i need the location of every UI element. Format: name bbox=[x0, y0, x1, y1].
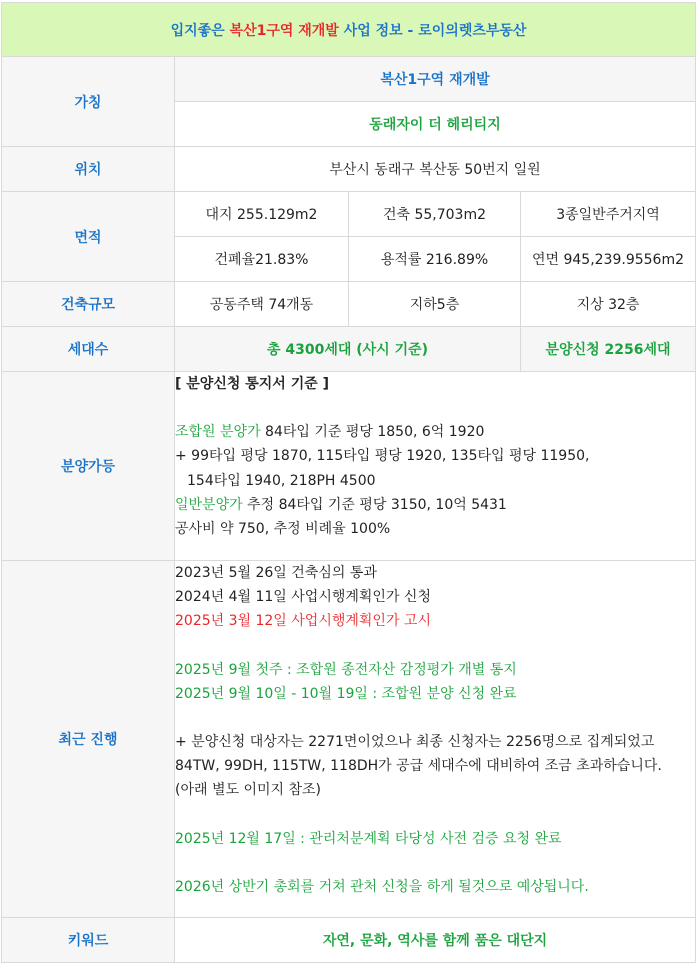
label-households: 세대수 bbox=[2, 327, 175, 372]
price-heading: [ 분양신청 통지서 기준 ] bbox=[175, 376, 330, 392]
scale-floors: 지상 32층 bbox=[521, 282, 696, 327]
progress-line-8: (아래 별도 이미지 참조) bbox=[175, 782, 321, 799]
label-keyword: 키워드 bbox=[2, 918, 175, 963]
progress-line-7: 84TW, 99DH, 115TW, 118DH가 공급 세대수에 대비하여 조금 초과하습니다. bbox=[175, 758, 662, 775]
area-land: 대지 255.129m2 bbox=[175, 192, 349, 237]
location-value: 부산시 동래구 복산동 50번지 일원 bbox=[175, 147, 696, 192]
price-member-line bbox=[175, 420, 695, 444]
progress-details bbox=[175, 561, 696, 918]
title-suffix: 사업 정보 - 로이의렛츠부동산 bbox=[338, 22, 527, 39]
label-tentative-name: 가칭 bbox=[2, 57, 175, 147]
area-zone: 3종일반주거지역 bbox=[521, 192, 696, 237]
price-line-2: + 99타입 평당 1870, 115타입 평당 1920, 135타입 평당 11950, bbox=[175, 448, 590, 465]
price-line-3: 154타입 1940, 218PH 4500 bbox=[187, 472, 376, 489]
general-price-text: 추정 84타입 기준 평당 3150, 10억 5431 bbox=[242, 496, 507, 513]
scale-basement: 지하5층 bbox=[349, 282, 521, 327]
tentative-name-1: 복산1구역 재개발 bbox=[175, 57, 696, 102]
keyword-value: 자연, 문화, 역사를 함께 품은 대단지 bbox=[175, 918, 696, 963]
label-progress: 최근 진행 bbox=[2, 561, 175, 918]
table-title bbox=[2, 3, 696, 57]
area-far: 용적률 216.89% bbox=[349, 237, 521, 282]
progress-line-5: 2025년 9월 10일 - 10월 19일 : 조합원 분양 신청 완료 bbox=[175, 685, 517, 702]
progress-line-4: 2025년 9월 첫주 : 조합원 종전자산 감정평가 개별 통지 bbox=[175, 661, 517, 678]
member-price-label: 조합원 분양가 bbox=[175, 424, 261, 441]
label-scale: 건축규모 bbox=[2, 282, 175, 327]
tentative-name-2: 동래자이 더 헤리티지 bbox=[175, 102, 696, 147]
households-total: 총 4300세대 (사시 기준) bbox=[175, 327, 521, 372]
progress-line-1: 2023년 5월 26일 건축심의 통과 bbox=[175, 565, 377, 581]
scale-buildings: 공동주택 74개동 bbox=[175, 282, 349, 327]
progress-line-6: + 분양신청 대상자는 2271면이었으나 최종 신청자는 2256명으로 집계되었고 bbox=[175, 734, 655, 751]
price-line-5: 공사비 약 750, 추정 비례율 100% bbox=[175, 521, 391, 538]
title-highlight: 복산1구역 재개발 bbox=[229, 22, 339, 39]
progress-line-3: 2025년 3월 12일 사업시행계획인가 고시 bbox=[175, 613, 431, 630]
member-price-text: 84타입 기준 평당 1850, 6억 1920 bbox=[260, 424, 485, 441]
project-info-table bbox=[1, 2, 696, 963]
households-applied: 분양신청 2256세대 bbox=[521, 327, 696, 372]
progress-line-9: 2025년 12월 17일 : 관리처분계획 타당성 사전 검증 요청 완료 bbox=[175, 830, 562, 847]
general-price-label: 일반분양가 bbox=[175, 496, 243, 513]
price-details bbox=[175, 372, 696, 561]
area-coverage: 건폐율21.83% bbox=[175, 237, 349, 282]
label-price: 분양가등 bbox=[2, 372, 175, 561]
area-floor-area: 연면 945,239.9556m2 bbox=[521, 237, 696, 282]
area-building: 건축 55,703m2 bbox=[349, 192, 521, 237]
progress-line-2: 2024년 4월 11일 사업시행계획인가 신청 bbox=[175, 589, 431, 606]
label-location: 위치 bbox=[2, 147, 175, 192]
price-general-line bbox=[175, 493, 695, 517]
title-prefix: 입지좋은 bbox=[170, 22, 230, 39]
label-area: 면적 bbox=[2, 192, 175, 282]
progress-line-10: 2026년 상반기 총회를 거쳐 관처 신청을 하게 될것으로 예상됩니다. bbox=[175, 878, 589, 895]
